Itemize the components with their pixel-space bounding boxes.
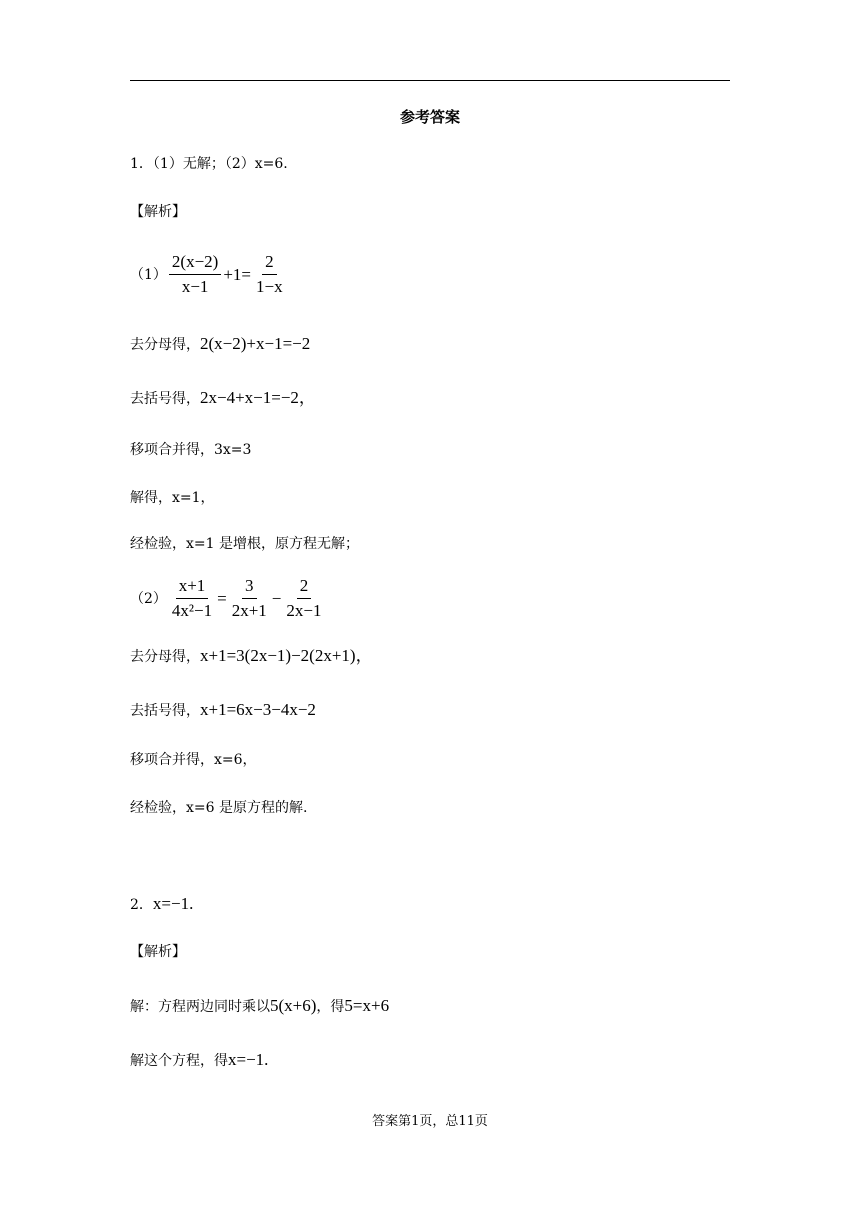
fraction-left (169, 252, 221, 297)
q1-analysis-label: 【解析】 (130, 204, 186, 220)
fraction-right (253, 252, 286, 297)
step-label: 去分母得， (130, 649, 200, 665)
equation-middle: +1= (223, 264, 252, 284)
step-math: x+1=6x−3−4x−2 (200, 700, 316, 719)
numerator: 2 (262, 252, 277, 275)
denominator: 2x+1 (231, 601, 267, 620)
step-label: 去分母得， (130, 337, 200, 353)
q2-analysis-label: 【解析】 (130, 944, 186, 960)
denominator: 2x−1 (286, 601, 322, 620)
answer-math: x=−1. (152, 894, 194, 913)
step-math: 2(x−2)+x−1=−2 (200, 334, 311, 353)
step-label: 解：方程两边同时乘以 (130, 999, 270, 1015)
step-mid: ，得 (316, 999, 345, 1015)
q2-step2 (130, 1050, 268, 1071)
q1-part2-equation (130, 576, 326, 621)
step-math-a: 5(x+6) (270, 996, 317, 1015)
denominator: x−1 (181, 277, 209, 296)
fraction-a (169, 576, 215, 621)
q1-step4: 解得，x=1， (130, 490, 215, 506)
fraction-c (283, 576, 324, 621)
q2-step1 (130, 996, 389, 1017)
step-math-b: 5=x+6 (344, 996, 390, 1015)
part1-label: （1） (130, 266, 167, 283)
step-math: 2x−4+x−1=−2， (200, 388, 316, 407)
q1-step9: 经检验，x=6 是原方程的解. (130, 800, 308, 816)
step-math: x+1=3(2x−1)−2(2x+1)， (200, 646, 373, 665)
numerator: 2 (297, 576, 312, 599)
step-label: 解这个方程，得 (130, 1053, 228, 1069)
q1-step1 (130, 334, 310, 355)
equals-sign: = (217, 588, 227, 608)
q1-step2 (130, 388, 316, 409)
page-title: 参考答案 (399, 108, 460, 126)
q2-answer (130, 894, 193, 915)
page-footer: 答案第1页，总11页 (372, 1114, 488, 1129)
q1-step5: 经检验，x=1 是增根，原方程无解； (130, 536, 359, 552)
denominator: 1−x (256, 277, 283, 296)
q1-step8: 移项合并得，x=6， (130, 752, 257, 768)
numerator: 2(x−2) (169, 252, 221, 275)
q1-answer: 1．（1）无解；（2）x=6. (130, 156, 288, 172)
numerator: 3 (242, 576, 257, 599)
step-label: 去括号得， (130, 703, 200, 719)
q1-step6 (130, 646, 373, 667)
question-number: 2． (130, 897, 153, 913)
q1-step3: 移项合并得，3x=3 (130, 442, 252, 458)
numerator: x+1 (176, 576, 209, 599)
header-rule (130, 80, 730, 81)
fraction-b (229, 576, 270, 621)
part2-label: （2） (130, 590, 167, 607)
step-math: x=−1. (228, 1050, 269, 1069)
denominator: 4x²−1 (171, 601, 213, 620)
q1-part1-equation (130, 252, 288, 297)
minus-sign: − (271, 588, 282, 608)
q1-step7 (130, 700, 316, 721)
step-label: 去括号得， (130, 391, 200, 407)
